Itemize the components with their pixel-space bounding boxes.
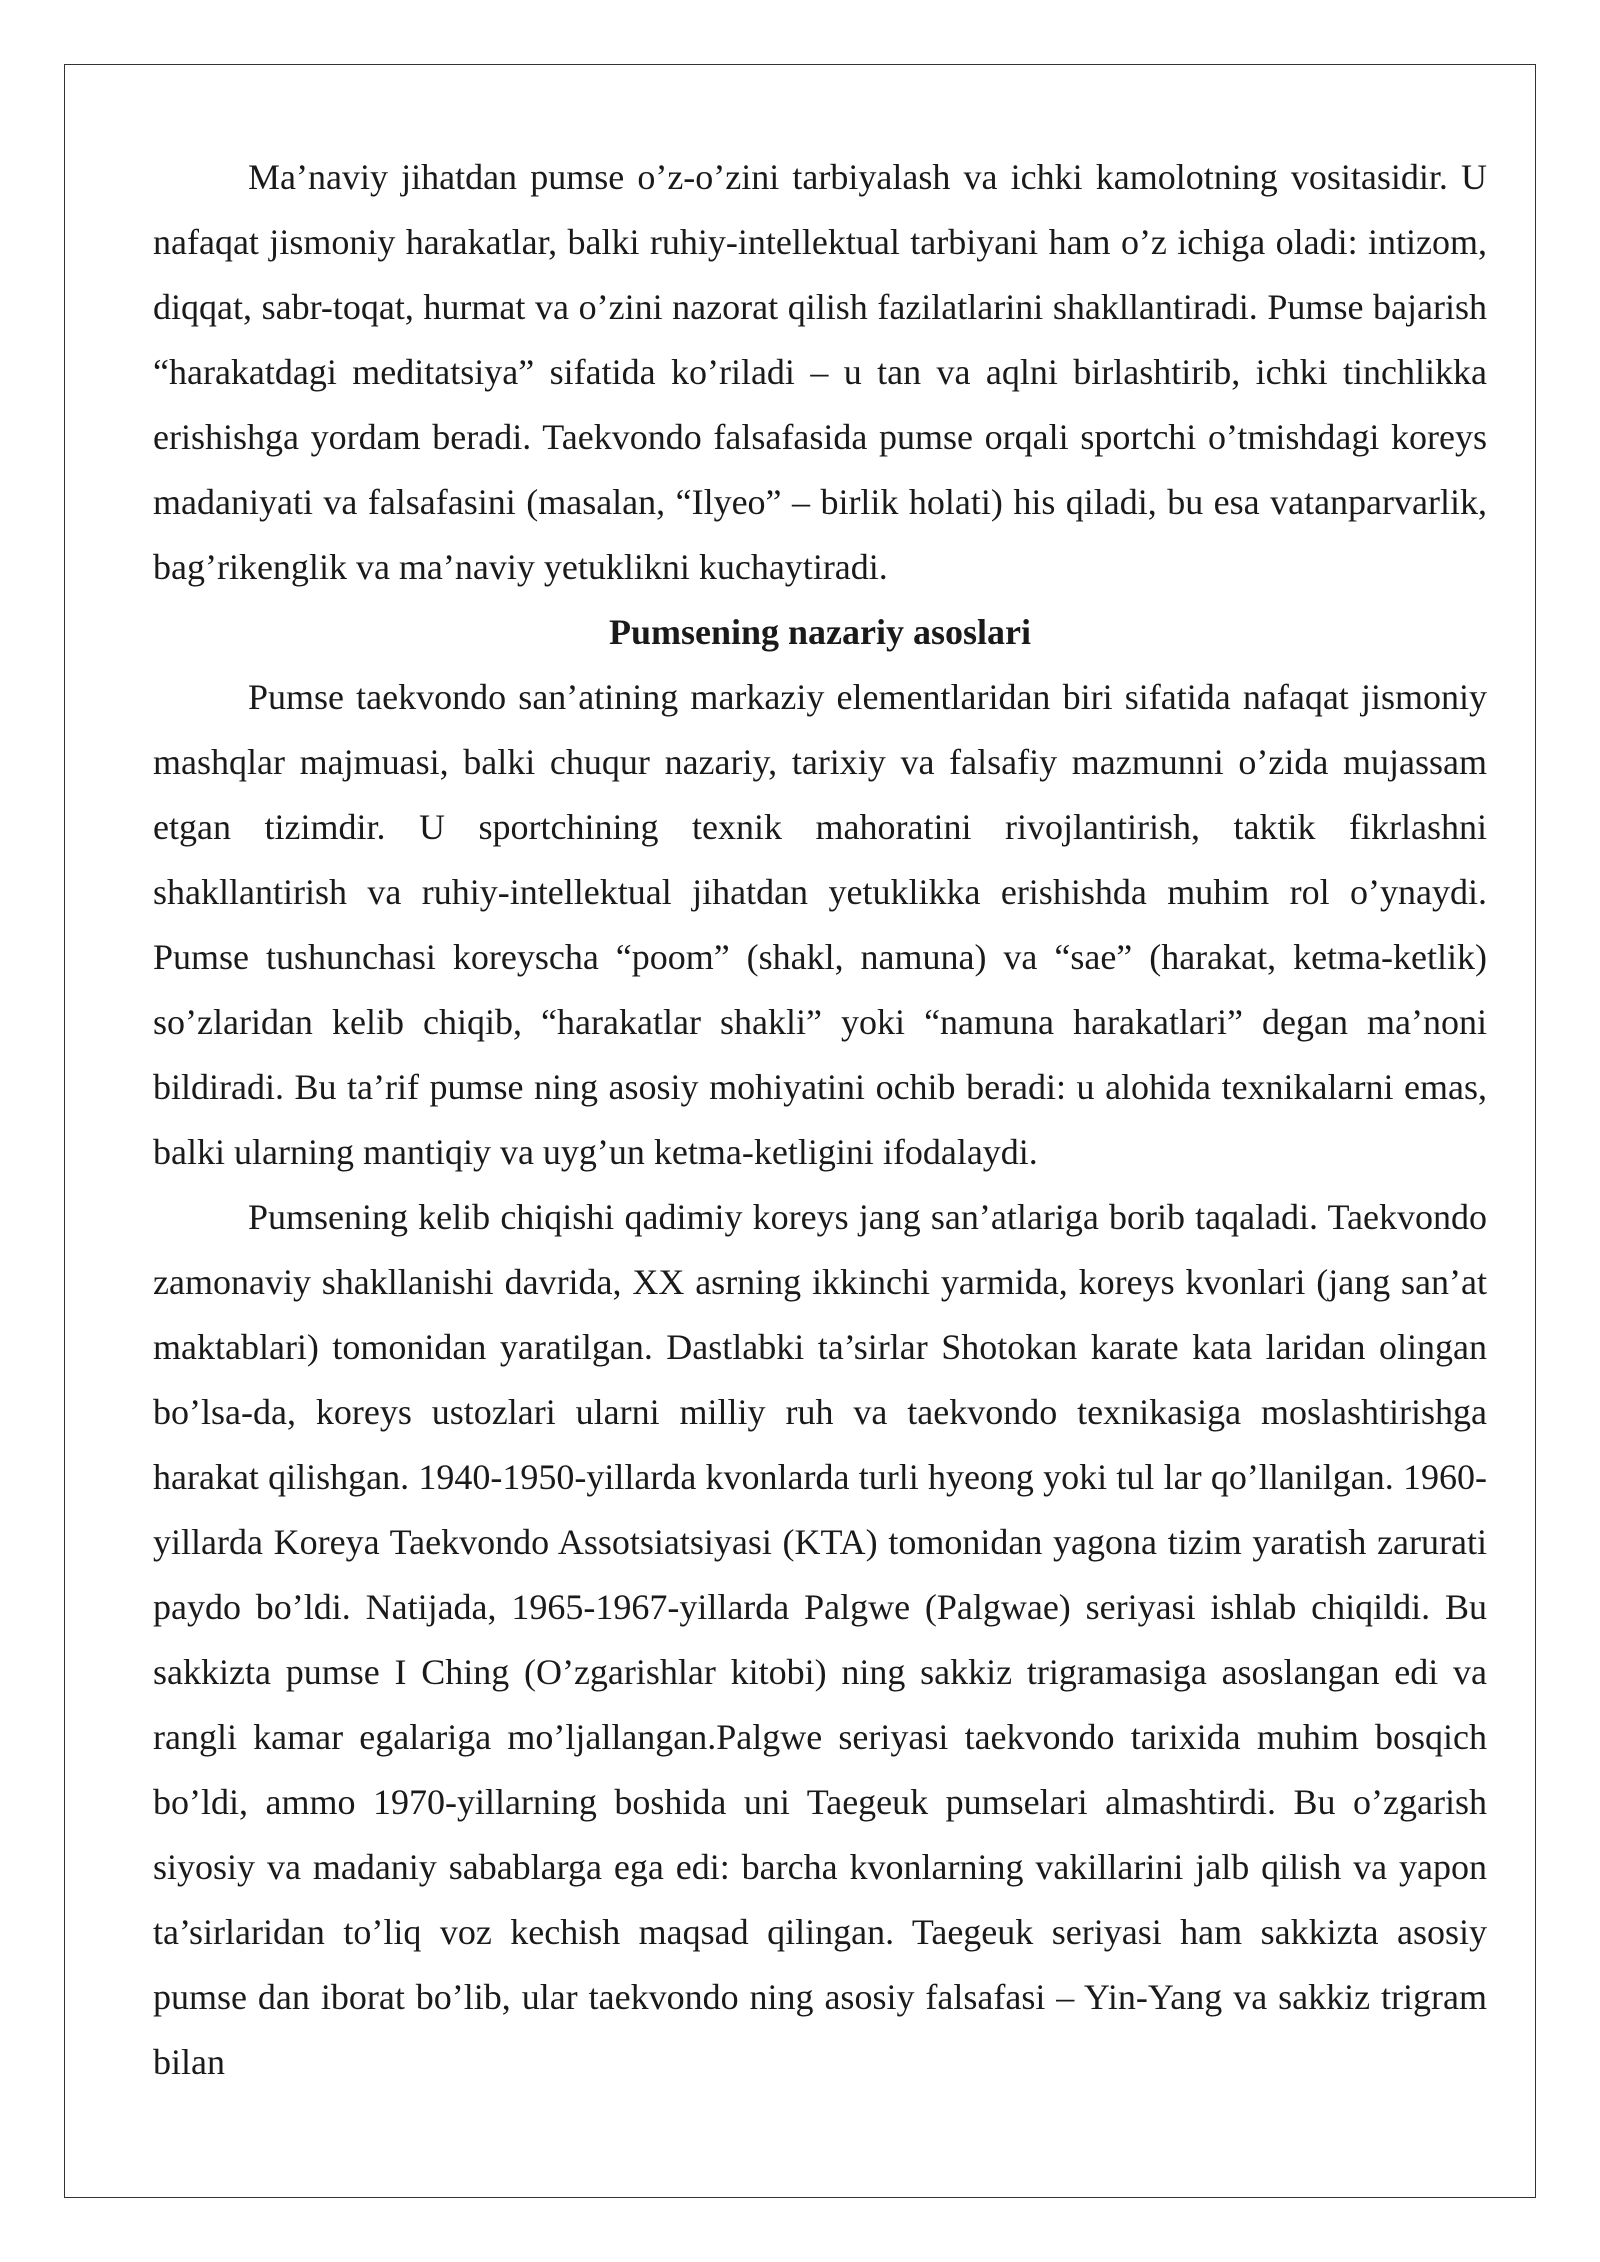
- document-body: [153, 145, 1487, 2095]
- paragraph-theory: Pumse taekvondo san’atining markaziy elementlaridan biri sifatida nafaqat jismoniy mashqlar majmuasi, balki chuqur nazariy, tarixiy va falsafiy mazmunni o’zida mujassam etgan tizimdir. U sportchining texnik mahoratini rivojlantirish, taktik fikrlashni shakllantirish va ruhiy-intellektual jihatdan yetuklikka erishishda muhim rol o’ynaydi. Pumse tushunchasi koreyscha “poom” (shakl, namuna) va “sae” (harakat, ketma-ketlik) so’zlaridan kelib chiqib, “harakatlar shakli” yoki “namuna harakatlari” degan ma’noni bildiradi. Bu ta’rif pumse ning asosiy mohiyatini ochib beradi: u alohida texnikalarni emas, balki ularning mantiqiy va uyg’un ketma-ketligini ifodalaydi.: [153, 677, 1487, 1172]
- paragraph-history: Pumsening kelib chiqishi qadimiy koreys jang san’atlariga borib taqaladi. Taekvondo zamonaviy shakllanishi davrida, XX asrning ikkinchi yarmida, koreys kvonlari (jang san’at maktablari) tomonidan yaratilgan. Dastlabki ta’sirlar Shotokan karate kata laridan olingan bo’lsa-da, koreys ustozlari ularni milliy ruh va taekvondo texnikasiga moslashtirishga harakat qilishgan. 1940-1950-yillarda kvonlarda turli hyeong yoki tul lar qo’llanilgan. 1960-yillarda Koreya Taekvondo Assotsiatsiyasi (KTA) tomonidan yagona tizim yaratish zarurati paydo bo’ldi. Natijada, 1965-1967-yillarda Palgwe (Palgwae) seriyasi ishlab chiqildi. Bu sakkizta pumse I Ching (O’zgarishlar kitobi) ning sakkiz trigramasiga asoslangan edi va rangli kamar egalariga mo’ljallangan.Palgwe seriyasi taekvondo tarixida muhim bosqich bo’ldi, ammo 1970-yillarning boshida uni Taegeuk pumselari almashtirdi. Bu o’zgarish siyosiy va madaniy sabablarga ega edi: barcha kvonlarning vakillarini jalb qilish va yapon ta’sirlaridan to’liq voz kechish maqsad qilingan. Taegeuk seriyasi ham sakkizta asosiy pumse dan iborat bo’lib, ular taekvondo ning asosiy falsafasi – Yin-Yang va sakkiz trigram bilan: [153, 1197, 1487, 2082]
- paragraph-spiritual-aspect: Ma’naviy jihatdan pumse o’z-o’zini tarbiyalash va ichki kamolotning vositasidir. U nafaqat jismoniy harakatlar, balki ruhiy-intellektual tarbiyani ham o’z ichiga oladi: intizom, diqqat, sabr-toqat, hurmat va o’zini nazorat qilish fazilatlarini shakllantiradi. Pumse bajarish “harakatdagi meditatsiya” sifatida ko’riladi – u tan va aqlni birlashtirib, ichki tinchlikka erishishga yordam beradi. Taekvondo falsafasida pumse orqali sportchi o’tmishdagi koreys madaniyati va falsafasini (masalan, “Ilyeo” – birlik holati) his qiladi, bu esa vatanparvarlik, bag’rikenglik va ma’naviy yetuklikni kuchaytiradi.: [153, 157, 1487, 587]
- section-heading: Pumsening nazariy asoslari: [608, 612, 1031, 652]
